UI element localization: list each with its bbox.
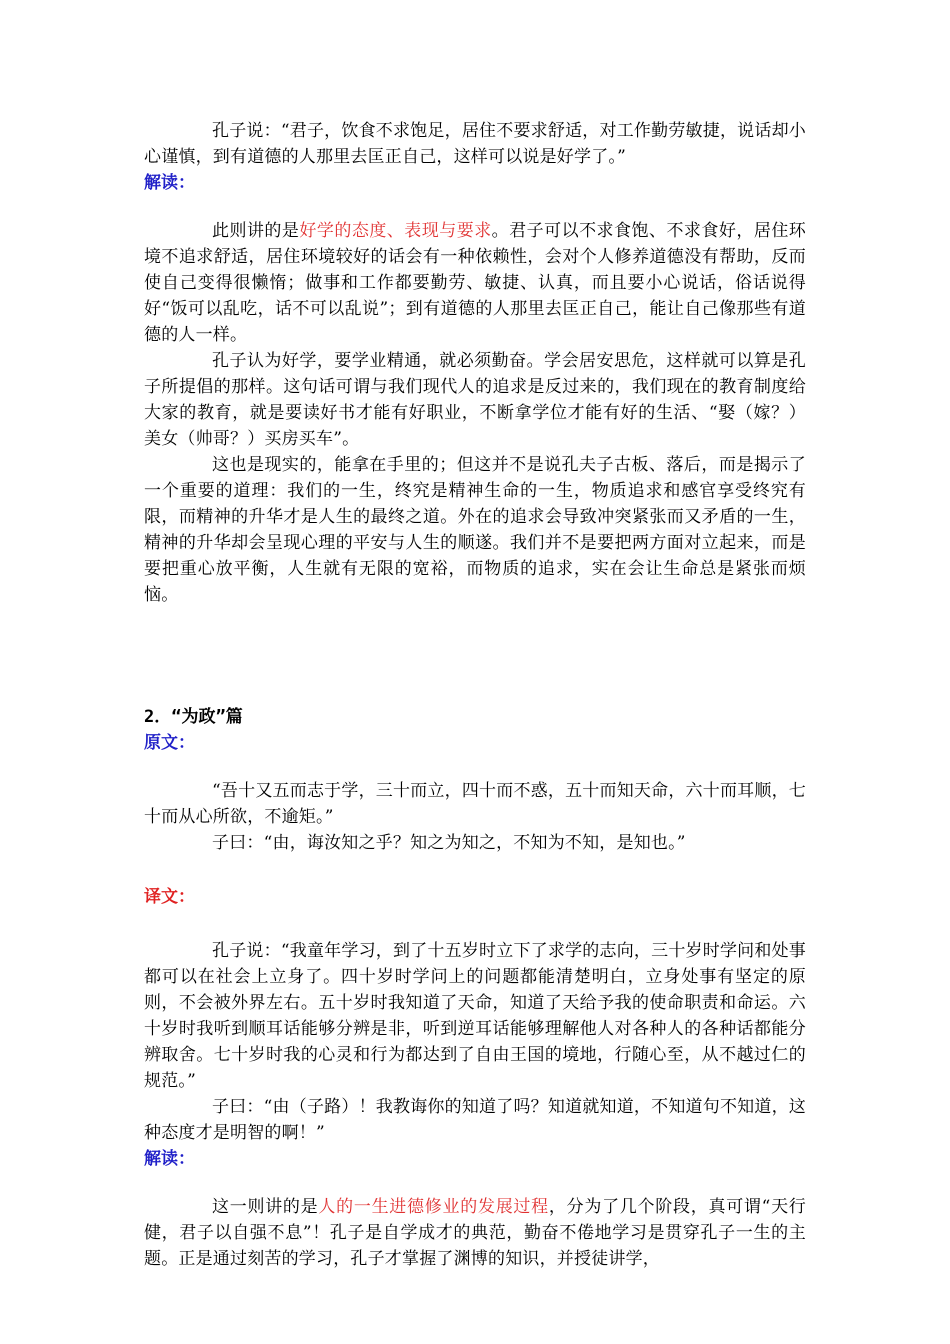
- interpretation-text: 这一则讲的是: [212, 1197, 319, 1217]
- highlighted-phrase: 好学的态度、表现与要求: [299, 221, 492, 241]
- spacer: [144, 196, 806, 218]
- spacer: [144, 756, 806, 778]
- interpretation-text: 此则讲的是: [212, 221, 300, 241]
- spacer: [144, 608, 806, 704]
- spacer: [144, 856, 806, 884]
- original-text-paragraph: “吾十又五而志于学，三十而立，四十而不惑，五十而知天命，六十而耳顺，七十而从心所欲，不逾矩。”: [144, 781, 806, 827]
- interpretation-text: ，分为了几个阶段，真可谓“天行健，君子以自强不息”！孔子是自学成才的典范，勤奋不倦地学习是贯穿孔子一生的主题。正是通过刻苦的学习，孔子才掌握了渊博的知识，并授徒讲学，: [144, 1197, 806, 1269]
- interpretation-paragraph: [144, 218, 806, 348]
- translation-paragraph: 孔子说：“君子，饮食不求饱足，居住不要求舒适，对工作勤劳敏捷，说话却小心谨慎，到有道德的人那里去匡正自己，这样可以说是好学了。”: [144, 121, 806, 167]
- translation-paragraph: 子曰：“由（子路）！我教诲你的知道了吗？知道就知道，不知道句不知道，这种态度才是明智的啊！”: [144, 1097, 806, 1143]
- interpretation-paragraph: [144, 1194, 806, 1272]
- original-text-label: 原文：: [144, 733, 195, 753]
- interpretation-text: 。君子可以不求食饱、不求食好，居住环境不追求舒适，居住环境较好的话会有一种依赖性，会对个人修养道德没有帮助，反而使自己变得很懒惰；做事和工作都要勤劳、敏捷、认真，而且要小心说话，俗话说得好“饭可以乱吃，话不可以乱说”；到有道德的人那里去匡正自己，能让自己像那些有道德的人一样。: [144, 221, 807, 345]
- section-heading: 2．“为政”篇: [144, 707, 243, 727]
- original-text-paragraph: 子曰：“由，诲汝知之乎？知之为知之，不知为不知，是知也。”: [212, 833, 686, 853]
- translation-label: 译文：: [144, 887, 195, 907]
- interpretation-label: 解读：: [144, 173, 195, 193]
- interpretation-label: 解读：: [144, 1149, 195, 1169]
- spacer: [144, 910, 806, 938]
- translation-paragraph: 孔子说：“我童年学习，到了十五岁时立下了求学的志向，三十岁时学问和处事都可以在社会上立身了。四十岁时学问上的问题都能清楚明白，立身处事有坚定的原则，不会被外界左右。五十岁时我知道了天命，知道了天给予我的使命职责和命运。六十岁时我听到顺耳话能够分辨是非，听到逆耳话能够理解他人对各种人的各种话都能分辨取舍。七十岁时我的心灵和行为都达到了自由王国的境地，行随心至，从不越过仁的规范。”: [144, 941, 806, 1091]
- document-page: [144, 118, 806, 1272]
- spacer: [144, 1172, 806, 1194]
- highlighted-phrase: 人的一生进德修业的发展过程: [318, 1197, 549, 1217]
- interpretation-paragraph: 这也是现实的，能拿在手里的；但这并不是说孔夫子古板、落后，而是揭示了一个重要的道理：我们的一生，终究是精神生命的一生，物质追求和感官享受终究有限，而精神的升华才是人生的最终之道。外在的追求会导致冲突紧张而又矛盾的一生，精神的升华却会呈现心理的平安与人生的顺遂。我们并不是要把两方面对立起来，而是要把重心放平衡，人生就有无限的宽裕，而物质的追求，实在会让生命总是紧张而烦恼。: [144, 455, 806, 605]
- interpretation-paragraph: 孔子认为好学，要学业精通，就必须勤奋。学会居安思危，这样就可以算是孔子所提倡的那样。这句话可谓与我们现代人的追求是反过来的，我们现在的教育制度给大家的教育，就是要读好书才能有好职业，不断拿学位才能有好的生活、“娶（嫁？）美女（帅哥？）买房买车”。: [144, 351, 806, 449]
